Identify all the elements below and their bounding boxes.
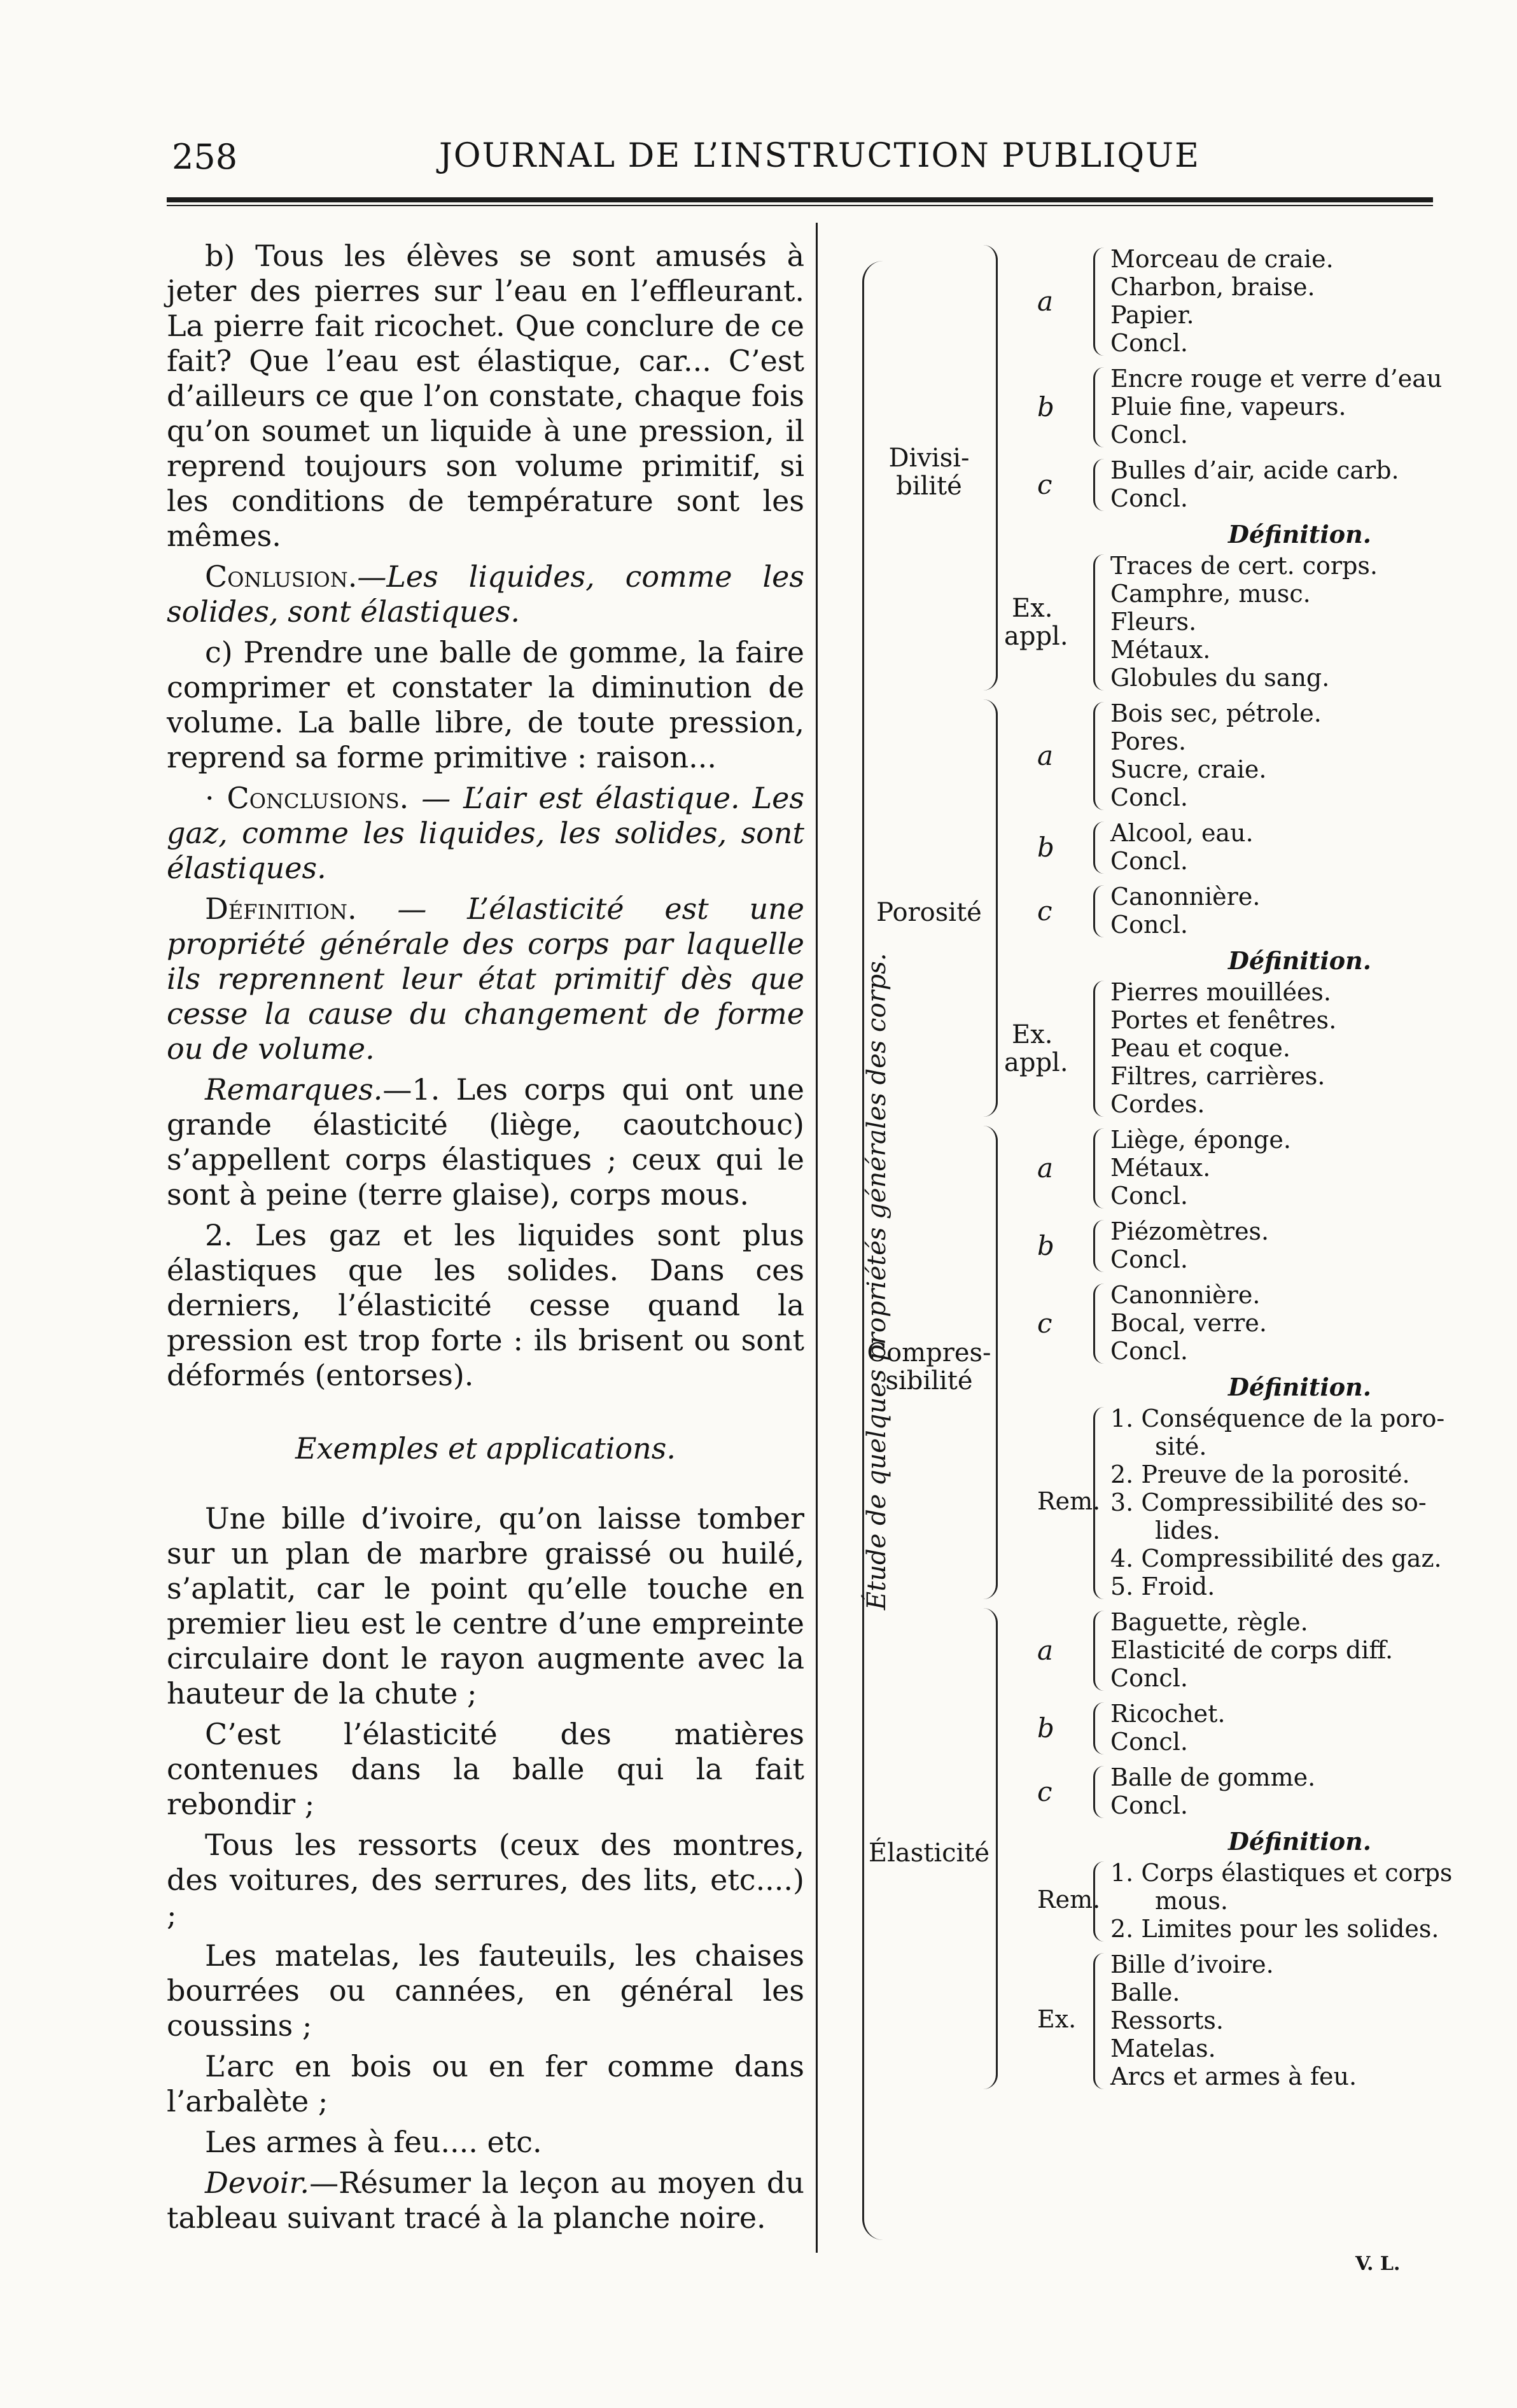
paragraph-b: b) Tous les élèves se sont amusés à jeter des pierres sur l’eau en l’effleurant. La pierre fait ricochet. Que conclure de ce fait? Que l’eau est élastique, car... C’est d’ailleurs ce que l’on constate, chaque fois qu’on soumet un liquide à une pression, il reprend toujours son volume primitif, si les conditions de température sont les mêmes. [167, 239, 804, 553]
comp-section-name2: sibilité [885, 1366, 973, 1396]
comp-a-item: Concl. [1110, 1182, 1188, 1210]
devoir [167, 2166, 804, 2236]
elas-c-letter: c [1037, 1776, 1052, 1807]
comp-b-letter: b [1037, 1230, 1054, 1261]
por-c-item: Concl. [1110, 911, 1188, 939]
elas-c-item: Balle de gomme. [1110, 1763, 1316, 1791]
comp-rem-item: 3. Compressibilité des so- [1110, 1488, 1427, 1516]
comp-section-brace [983, 1126, 998, 1599]
por-ex-label2: appl. [1004, 1048, 1068, 1077]
conclusion-1 [167, 559, 804, 629]
por-section-brace [983, 699, 998, 1117]
header-rule-thin [167, 205, 1433, 206]
devoir-text: —Résumer la leçon au moyen du tableau suivant tracé à la planche noire. [167, 2166, 804, 2235]
div-a-item: Concl. [1110, 329, 1188, 357]
div-b-item: Concl. [1110, 421, 1188, 449]
header-rule [167, 197, 1433, 202]
elas-rem-item: 1. Corps élastiques et corps [1110, 1859, 1453, 1887]
div-b-letter: b [1037, 391, 1054, 423]
div-a-item: Charbon, braise. [1110, 273, 1315, 301]
elas-b-item: Concl. [1110, 1728, 1188, 1756]
div-a-item: Morceau de craie. [1110, 245, 1334, 273]
por-c-letter: c [1037, 895, 1052, 927]
elas-definition: Définition. [1228, 1827, 1372, 1856]
por-definition: Définition. [1228, 946, 1372, 975]
div-a-item: Papier. [1110, 301, 1194, 329]
elas-a-item: Elasticité de corps diff. [1110, 1636, 1394, 1664]
elas-ex-brace [1093, 1953, 1104, 2089]
elas-a-item: Concl. [1110, 1664, 1188, 1692]
paragraph-bille: Une bille d’ivoire, qu’on laisse tomber sur un plan de marbre graissé ou huilé, s’aplatit, car le point qu’elle touche en premier lieu est le centre d’une empreinte circulaire dont le rayon augmente avec la hauteur de la chute ; [167, 1501, 804, 1711]
comp-rem-letter: Rem. [1037, 1487, 1101, 1515]
comp-rem-item: 4. Compressibilité des gaz. [1110, 1544, 1442, 1572]
por-c-brace [1093, 885, 1104, 937]
journal-title: JOURNAL DE L’INSTRUCTION PUBLIQUE [439, 137, 1200, 175]
paragraph-ressorts: Tous les ressorts (ceux des montres, des voitures, des serrures, des lits, etc....) ; [167, 1828, 804, 1932]
devoir-label: Devoir. [205, 2166, 310, 2200]
div-a-letter: a [1037, 286, 1054, 317]
paragraph-2: 2. Les gaz et les liquides sont plus élastiques que les solides. Dans ces derniers, l’élasticité cesse quand la pression est trop forte : ils brisent ou sont déformés (entorses). [167, 1218, 804, 1392]
elas-ex-item: Bille d’ivoire. [1110, 1950, 1274, 1978]
por-b-item: Alcool, eau. [1110, 819, 1254, 847]
por-ex-item: Peau et coque. [1110, 1034, 1290, 1062]
por-b-item: Concl. [1110, 847, 1188, 875]
comp-rem-item: sité. [1155, 1432, 1207, 1460]
definition [167, 892, 804, 1067]
definition-text: — L’élasticité est une propriété générale des corps par laquelle ils reprennent leur état primitif dès que cesse la cause du changement de forme ou de volume. [167, 892, 804, 1066]
por-ex-item: Pierres mouillées. [1110, 978, 1332, 1006]
remarks [167, 1072, 804, 1212]
div-a-brace [1093, 248, 1104, 356]
elas-rem-letter: Rem. [1037, 1886, 1101, 1914]
div-b-item: Pluie fine, vapeurs. [1110, 393, 1346, 421]
comp-c-letter: c [1037, 1308, 1052, 1339]
comp-b-item: Piézomètres. [1110, 1217, 1269, 1245]
page-header [0, 137, 1517, 188]
comp-c-item: Concl. [1110, 1337, 1188, 1365]
div-definition: Définition. [1228, 520, 1372, 549]
paragraph-balle: C’est l’élasticité des matières contenues dans la balle qui la fait rebondir ; [167, 1717, 804, 1821]
div-ex-brace [1093, 554, 1104, 690]
div-c-brace [1093, 459, 1104, 511]
div-b-item: Encre rouge et verre d’eau [1110, 365, 1443, 393]
div-section-name: Divisi- [888, 444, 970, 473]
por-ex-label: Ex. [1012, 1020, 1053, 1049]
elas-ex-item: Ressorts. [1110, 2006, 1224, 2034]
elas-ex-item: Balle. [1110, 1978, 1180, 2006]
paragraph-c: c) Prendre une balle de gomme, la faire comprimer et constater la diminution de volume. La balle libre, de toute pression, reprend sa forme primitive : raison... [167, 635, 804, 774]
comp-rem-brace [1093, 1407, 1104, 1599]
elas-ex-item: Matelas. [1110, 2034, 1216, 2062]
comp-a-item: Métaux. [1110, 1154, 1211, 1182]
div-ex-item: Globules du sang. [1110, 664, 1330, 692]
comp-definition: Définition. [1228, 1373, 1372, 1401]
div-b-brace [1093, 367, 1104, 447]
remarks-text: —1. Les corps qui ont une grande élasticité (liège, caoutchouc) s’appellent corps élastiques ; ceux qui le sont à peine (terre glaise), corps mous. [167, 1072, 804, 1212]
paragraph-armes: Les armes à feu.... etc. [205, 2125, 542, 2159]
div-c-item: Bulles d’air, acide carb. [1110, 456, 1399, 484]
div-ex-item: Métaux. [1110, 636, 1211, 664]
comp-b-brace [1093, 1220, 1104, 1272]
elas-b-brace [1093, 1702, 1104, 1754]
conclusion-label: Conlusion. [205, 559, 358, 594]
remarks-label: Remarques. [205, 1072, 383, 1107]
elas-rem-item: mous. [1155, 1887, 1228, 1915]
elas-section-brace [983, 1608, 998, 2089]
por-ex-item: Filtres, carrières. [1110, 1062, 1325, 1090]
comp-c-item: Bocal, verre. [1110, 1309, 1267, 1337]
comp-c-brace [1093, 1284, 1104, 1364]
div-ex-item: Camphre, musc. [1110, 580, 1311, 608]
elas-section-name: Élasticité [868, 1838, 990, 1868]
examples-heading: Exemples et applications. [295, 1431, 676, 1466]
elas-c-item: Concl. [1110, 1791, 1188, 1819]
paragraph-matelas: Les matelas, les fauteuils, les chaises bourrées ou cannées, en général les coussins ; [167, 1938, 804, 2043]
por-section-name: Porosité [876, 898, 982, 927]
conclusions-label: · Conclusions. [205, 781, 409, 815]
div-c-item: Concl. [1110, 484, 1188, 512]
div-ex-label2: appl. [1004, 622, 1068, 651]
por-ex-item: Portes et fenêtres. [1110, 1006, 1337, 1034]
por-ex-brace [1093, 981, 1104, 1117]
div-section-name2: bilité [896, 472, 962, 501]
por-a-item: Bois sec, pétrole. [1110, 699, 1322, 727]
elas-rem-brace [1093, 1861, 1104, 1942]
conclusions-text: — L’air est élastique. Les gaz, comme les liquides, les solides, sont élastiques. [167, 781, 804, 885]
conclusion-2 [167, 781, 804, 886]
div-section-brace [983, 245, 998, 690]
elas-a-item: Baguette, règle. [1110, 1608, 1308, 1636]
comp-rem-item: lides. [1155, 1516, 1220, 1544]
elas-b-item: Ricochet. [1110, 1700, 1226, 1728]
left-column [167, 239, 804, 2241]
page-number: 258 [172, 137, 238, 177]
por-a-letter: a [1037, 740, 1054, 771]
div-ex-item: Fleurs. [1110, 608, 1197, 636]
comp-a-item: Liège, éponge. [1110, 1126, 1291, 1154]
comp-rem-item: 2. Preuve de la porosité. [1110, 1460, 1410, 1488]
definition-label: Définition. [205, 892, 357, 926]
elas-b-letter: b [1037, 1712, 1054, 1744]
por-a-item: Concl. [1110, 783, 1188, 811]
por-a-item: Pores. [1110, 727, 1187, 755]
elas-a-brace [1093, 1611, 1104, 1691]
signature: V. L. [1355, 2253, 1401, 2275]
por-ex-item: Cordes. [1110, 1090, 1205, 1118]
por-a-brace [1093, 702, 1104, 810]
comp-rem-item: 5. Froid. [1110, 1572, 1215, 1600]
comp-c-item: Canonnière. [1110, 1281, 1261, 1309]
column-divider [816, 223, 818, 2253]
elas-ex-letter: Ex. [1037, 2005, 1077, 2033]
por-b-brace [1093, 822, 1104, 874]
comp-a-letter: a [1037, 1152, 1054, 1184]
div-c-letter: c [1037, 469, 1052, 500]
comp-b-item: Concl. [1110, 1245, 1188, 1273]
comp-section-name: Compres- [867, 1338, 991, 1368]
por-c-item: Canonnière. [1110, 883, 1261, 911]
elas-ex-item: Arcs et armes à feu. [1110, 2062, 1357, 2090]
elas-a-letter: a [1037, 1635, 1054, 1666]
table-vertical-title: Étude de quelques propriétés générales des corps. [862, 953, 891, 1610]
paragraph-arc: L’arc en bois ou en fer comme dans l’arbalète ; [167, 2049, 804, 2118]
div-ex-item: Traces de cert. corps. [1110, 552, 1378, 580]
elas-c-brace [1093, 1766, 1104, 1818]
conclusion-text: —Les liquides, comme les solides, sont élastiques. [167, 559, 804, 629]
por-a-item: Sucre, craie. [1110, 755, 1267, 783]
comp-rem-item: 1. Conséquence de la poro- [1110, 1404, 1445, 1432]
por-b-letter: b [1037, 832, 1054, 863]
div-ex-label: Ex. [1012, 594, 1053, 623]
comp-a-brace [1093, 1128, 1104, 1208]
elas-rem-item: 2. Limites pour les solides. [1110, 1915, 1439, 1943]
